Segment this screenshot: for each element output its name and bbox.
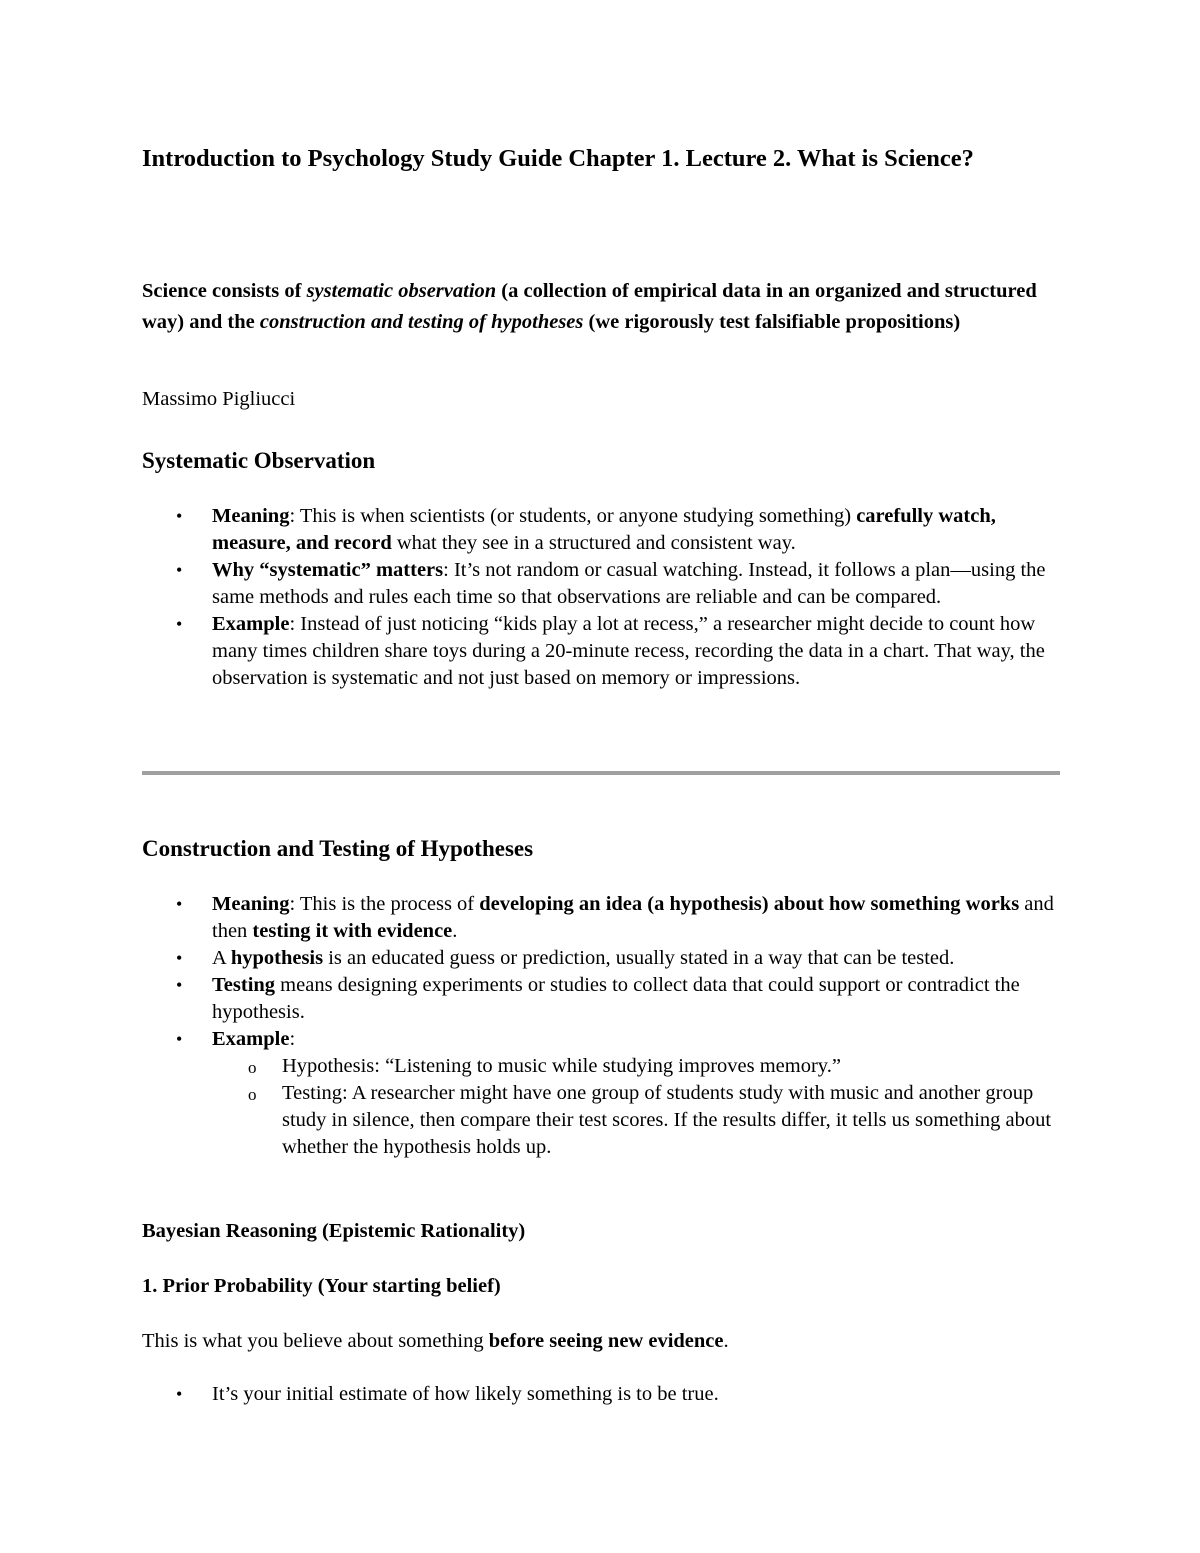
author-name: Massimo Pigliucci (142, 388, 296, 410)
sub-bullet-icon: o (248, 1085, 257, 1104)
bullet-label: Example (212, 1028, 290, 1050)
sub-bullet-text: Hypothesis: “Listening to music while studying improves memory.” (282, 1055, 841, 1077)
prior-probability-list (142, 1381, 1062, 1408)
list-item (142, 611, 1062, 692)
bullet-bold-text: developing an idea (a hypothesis) about how something works (479, 893, 1020, 915)
bullet-text: A (212, 947, 231, 969)
intro-term-construction-testing: construction and testing of hypotheses (259, 311, 584, 333)
horizontal-divider (142, 771, 1060, 775)
bullet-text: : It’s not random or casual watching. Instead, it follows a plan—using the same methods and rules each time so that observations are reliable and can be compared. (212, 559, 1046, 608)
bullet-icon: • (176, 948, 183, 968)
bullet-text: and then (212, 893, 1054, 942)
bullet-bold-text: Testing (212, 974, 276, 996)
bullet-bold-text: carefully watch, measure, and record (212, 505, 996, 554)
bullet-icon: • (176, 1029, 183, 1049)
list-item (142, 1381, 1062, 1408)
paragraph-bold-text: before seeing new evidence (488, 1330, 724, 1352)
intro-term-systematic-observation: systematic observation (306, 280, 497, 302)
bullet-bold-text: hypothesis (230, 947, 324, 969)
paragraph-text: . (723, 1330, 729, 1352)
bullet-text: what they see in a structured and consistent way. (391, 532, 796, 554)
bullet-bold-text: testing it with evidence (252, 920, 453, 942)
intro-paragraph (142, 276, 1062, 338)
sub-list-item (212, 1053, 1062, 1080)
example-sublist (212, 1053, 1062, 1161)
bullet-icon: • (176, 1384, 183, 1404)
bullet-text: : This is when scientists (or students, or anyone studying something) (289, 505, 857, 527)
bullet-label: Meaning (212, 505, 290, 527)
bullet-text: . (452, 920, 458, 942)
bullet-label: Meaning (212, 893, 290, 915)
sub-bullet-text: Testing: A researcher might have one group of students study with music and another group study in silence, then compare their test scores. If the results differ, it tells us something about whether the hypothesis holds up. (282, 1082, 1052, 1158)
bullet-icon: • (176, 560, 183, 580)
list-item (142, 945, 1062, 972)
hypotheses-list (142, 891, 1062, 1161)
observation-list (142, 503, 1062, 692)
bullet-label: Why “systematic” matters (212, 559, 444, 581)
list-item (142, 891, 1062, 945)
heading-bayesian-reasoning: Bayesian Reasoning (Epistemic Rationality) (142, 1220, 526, 1242)
bullet-icon: • (176, 894, 183, 914)
heading-construction-testing: Construction and Testing of Hypotheses (142, 836, 534, 861)
bullet-text: : This is the process of (289, 893, 480, 915)
list-item (142, 1026, 1062, 1161)
bullet-icon: • (176, 975, 183, 995)
intro-text-3: (we rigorously test falsifiable propositions) (583, 311, 961, 333)
paragraph-text: This is what you believe about something (142, 1330, 489, 1352)
bullet-text: It’s your initial estimate of how likely something is to be true. (212, 1383, 719, 1405)
bullet-text: means designing experiments or studies to collect data that could support or contradict the hypothesis. (212, 974, 1020, 1023)
sub-bullet-icon: o (248, 1058, 257, 1077)
bullet-text: : Instead of just noticing “kids play a lot at recess,” a researcher might decide to count how many times children share toys during a 20-minute recess, recording the data in a chart. That way, the observation is systematic and not just based on memory or impressions. (212, 613, 1045, 689)
list-item (142, 503, 1062, 557)
list-item (142, 972, 1062, 1026)
list-item (142, 557, 1062, 611)
intro-text-2: (a collection of empirical data in an organized and structured way) and the (142, 280, 1037, 333)
sub-list-item (212, 1080, 1062, 1161)
bullet-icon: • (176, 506, 183, 526)
bullet-text: : (289, 1028, 296, 1050)
bullet-icon: • (176, 614, 183, 634)
heading-prior-probability: 1. Prior Probability (Your starting belief) (142, 1275, 501, 1297)
bullet-text: is an educated guess or prediction, usually stated in a way that can be tested. (323, 947, 955, 969)
bullet-label: Example (212, 613, 290, 635)
intro-text-1: Science consists of (142, 280, 307, 302)
document-title: Introduction to Psychology Study Guide Chapter 1. Lecture 2. What is Science? (142, 145, 974, 172)
heading-systematic-observation: Systematic Observation (142, 448, 376, 473)
prior-probability-paragraph (142, 1326, 1062, 1356)
